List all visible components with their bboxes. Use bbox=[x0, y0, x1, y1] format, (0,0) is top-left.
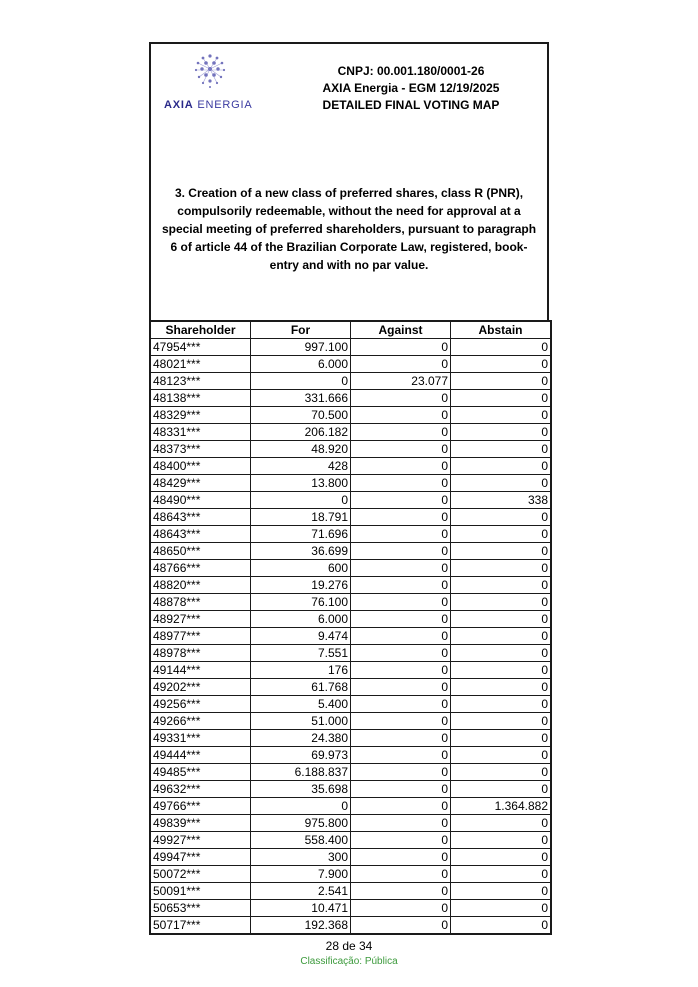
for-cell: 70.500 bbox=[251, 407, 351, 424]
table-row bbox=[150, 407, 551, 424]
shareholder-cell: 48927*** bbox=[150, 611, 251, 628]
logo-brand: AXIA bbox=[164, 99, 194, 111]
abstain-cell: 0 bbox=[451, 543, 552, 560]
abstain-cell: 0 bbox=[451, 577, 552, 594]
abstain-cell: 0 bbox=[451, 662, 552, 679]
abstain-cell: 0 bbox=[451, 339, 552, 356]
abstain-cell: 0 bbox=[451, 356, 552, 373]
table-row bbox=[150, 390, 551, 407]
table-row bbox=[150, 798, 551, 815]
shareholder-cell: 49947*** bbox=[150, 849, 251, 866]
column-header-abstain: Abstain bbox=[451, 321, 552, 339]
header-frame bbox=[149, 42, 549, 322]
for-cell: 600 bbox=[251, 560, 351, 577]
against-cell: 0 bbox=[351, 798, 451, 815]
abstain-cell: 0 bbox=[451, 441, 552, 458]
against-cell: 0 bbox=[351, 781, 451, 798]
shareholder-cell: 48329*** bbox=[150, 407, 251, 424]
shareholder-cell: 50653*** bbox=[150, 900, 251, 917]
shareholder-cell: 49202*** bbox=[150, 679, 251, 696]
for-cell: 36.699 bbox=[251, 543, 351, 560]
against-cell: 0 bbox=[351, 849, 451, 866]
table-row bbox=[150, 696, 551, 713]
for-cell: 0 bbox=[251, 492, 351, 509]
against-cell: 0 bbox=[351, 458, 451, 475]
shareholder-cell: 50717*** bbox=[150, 917, 251, 935]
against-cell: 0 bbox=[351, 509, 451, 526]
classification-label: Classificação: Pública bbox=[300, 956, 398, 967]
for-cell: 18.791 bbox=[251, 509, 351, 526]
table-row bbox=[150, 866, 551, 883]
page-number: 28 de 34 bbox=[325, 939, 373, 953]
shareholder-cell: 48021*** bbox=[150, 356, 251, 373]
shareholder-cell: 49839*** bbox=[150, 815, 251, 832]
abstain-cell: 0 bbox=[451, 883, 552, 900]
against-cell: 0 bbox=[351, 713, 451, 730]
against-cell: 0 bbox=[351, 747, 451, 764]
document-header bbox=[296, 63, 526, 114]
abstain-cell: 0 bbox=[451, 866, 552, 883]
for-cell: 176 bbox=[251, 662, 351, 679]
shareholder-cell: 48650*** bbox=[150, 543, 251, 560]
for-cell: 13.800 bbox=[251, 475, 351, 492]
for-cell: 5.400 bbox=[251, 696, 351, 713]
column-header-for: For bbox=[251, 321, 351, 339]
shareholder-cell: 49485*** bbox=[150, 764, 251, 781]
for-cell: 6.000 bbox=[251, 356, 351, 373]
table-row bbox=[150, 475, 551, 492]
globe-icon bbox=[191, 52, 229, 92]
against-cell: 0 bbox=[351, 577, 451, 594]
for-cell: 19.276 bbox=[251, 577, 351, 594]
for-cell: 51.000 bbox=[251, 713, 351, 730]
for-cell: 558.400 bbox=[251, 832, 351, 849]
abstain-cell: 0 bbox=[451, 696, 552, 713]
shareholder-cell: 49444*** bbox=[150, 747, 251, 764]
abstain-cell: 0 bbox=[451, 509, 552, 526]
for-cell: 71.696 bbox=[251, 526, 351, 543]
column-header-against: Against bbox=[351, 321, 451, 339]
table-row bbox=[150, 730, 551, 747]
against-cell: 0 bbox=[351, 883, 451, 900]
against-cell: 0 bbox=[351, 628, 451, 645]
shareholder-cell: 48400*** bbox=[150, 458, 251, 475]
table-row bbox=[150, 815, 551, 832]
for-cell: 206.182 bbox=[251, 424, 351, 441]
abstain-cell: 0 bbox=[451, 407, 552, 424]
against-cell: 23.077 bbox=[351, 373, 451, 390]
shareholder-cell: 48331*** bbox=[150, 424, 251, 441]
abstain-cell: 0 bbox=[451, 730, 552, 747]
shareholder-cell: 48373*** bbox=[150, 441, 251, 458]
table-header-row bbox=[150, 321, 551, 339]
abstain-cell: 0 bbox=[451, 526, 552, 543]
table-row bbox=[150, 560, 551, 577]
abstain-cell: 0 bbox=[451, 832, 552, 849]
shareholder-cell: 48429*** bbox=[150, 475, 251, 492]
for-cell: 192.368 bbox=[251, 917, 351, 935]
table-row bbox=[150, 492, 551, 509]
abstain-cell: 0 bbox=[451, 611, 552, 628]
against-cell: 0 bbox=[351, 560, 451, 577]
for-cell: 975.800 bbox=[251, 815, 351, 832]
table-row bbox=[150, 781, 551, 798]
abstain-cell: 0 bbox=[451, 764, 552, 781]
shareholder-cell: 49632*** bbox=[150, 781, 251, 798]
table-row bbox=[150, 611, 551, 628]
table-row bbox=[150, 543, 551, 560]
shareholder-cell: 49144*** bbox=[150, 662, 251, 679]
abstain-cell: 0 bbox=[451, 679, 552, 696]
shareholder-cell: 47954*** bbox=[150, 339, 251, 356]
against-cell: 0 bbox=[351, 526, 451, 543]
table-row bbox=[150, 645, 551, 662]
for-cell: 300 bbox=[251, 849, 351, 866]
for-cell: 6.188.837 bbox=[251, 764, 351, 781]
table-body bbox=[150, 339, 551, 935]
for-cell: 0 bbox=[251, 373, 351, 390]
table-row bbox=[150, 526, 551, 543]
against-cell: 0 bbox=[351, 611, 451, 628]
table-row bbox=[150, 832, 551, 849]
table-row bbox=[150, 713, 551, 730]
against-cell: 0 bbox=[351, 764, 451, 781]
table-row bbox=[150, 594, 551, 611]
against-cell: 0 bbox=[351, 543, 451, 560]
against-cell: 0 bbox=[351, 645, 451, 662]
table-row bbox=[150, 356, 551, 373]
table-row bbox=[150, 509, 551, 526]
shareholder-cell: 49331*** bbox=[150, 730, 251, 747]
abstain-cell: 0 bbox=[451, 781, 552, 798]
for-cell: 428 bbox=[251, 458, 351, 475]
shareholder-cell: 50072*** bbox=[150, 866, 251, 883]
against-cell: 0 bbox=[351, 696, 451, 713]
resolution-text: 3. Creation of a new class of preferred shares, class R (PNR), compulsorily redeemable, without the need for approval at a special meeting of preferred shareholders, pursuant to paragraph 6 of article 44 of the Brazilian Corporate Law, registered, book-entry and with no par value. bbox=[161, 186, 537, 272]
for-cell: 10.471 bbox=[251, 900, 351, 917]
shareholder-cell: 48766*** bbox=[150, 560, 251, 577]
for-cell: 76.100 bbox=[251, 594, 351, 611]
shareholder-cell: 48977*** bbox=[150, 628, 251, 645]
shareholder-cell: 48138*** bbox=[150, 390, 251, 407]
for-cell: 997.100 bbox=[251, 339, 351, 356]
shareholder-cell: 48820*** bbox=[150, 577, 251, 594]
for-cell: 331.666 bbox=[251, 390, 351, 407]
voting-table bbox=[149, 320, 552, 935]
for-cell: 9.474 bbox=[251, 628, 351, 645]
abstain-cell: 0 bbox=[451, 815, 552, 832]
shareholder-cell: 48978*** bbox=[150, 645, 251, 662]
abstain-cell: 0 bbox=[451, 747, 552, 764]
abstain-cell: 0 bbox=[451, 594, 552, 611]
shareholder-cell: 48643*** bbox=[150, 509, 251, 526]
against-cell: 0 bbox=[351, 390, 451, 407]
abstain-cell: 338 bbox=[451, 492, 552, 509]
shareholder-cell: 48878*** bbox=[150, 594, 251, 611]
table-row bbox=[150, 628, 551, 645]
against-cell: 0 bbox=[351, 900, 451, 917]
for-cell: 6.000 bbox=[251, 611, 351, 628]
abstain-cell: 1.364.882 bbox=[451, 798, 552, 815]
table-row bbox=[150, 679, 551, 696]
shareholder-cell: 49927*** bbox=[150, 832, 251, 849]
against-cell: 0 bbox=[351, 492, 451, 509]
against-cell: 0 bbox=[351, 679, 451, 696]
table-row bbox=[150, 424, 551, 441]
abstain-cell: 0 bbox=[451, 628, 552, 645]
abstain-cell: 0 bbox=[451, 917, 552, 935]
table-row bbox=[150, 764, 551, 781]
against-cell: 0 bbox=[351, 730, 451, 747]
shareholder-cell: 48123*** bbox=[150, 373, 251, 390]
abstain-cell: 0 bbox=[451, 390, 552, 407]
for-cell: 2.541 bbox=[251, 883, 351, 900]
abstain-cell: 0 bbox=[451, 475, 552, 492]
for-cell: 0 bbox=[251, 798, 351, 815]
document-title: DETAILED FINAL VOTING MAP bbox=[322, 98, 500, 112]
table-row bbox=[150, 339, 551, 356]
against-cell: 0 bbox=[351, 866, 451, 883]
abstain-cell: 0 bbox=[451, 849, 552, 866]
table-row bbox=[150, 577, 551, 594]
against-cell: 0 bbox=[351, 441, 451, 458]
logo-suffix: ENERGIA bbox=[197, 99, 253, 111]
table-row bbox=[150, 662, 551, 679]
abstain-cell: 0 bbox=[451, 900, 552, 917]
against-cell: 0 bbox=[351, 339, 451, 356]
shareholder-cell: 48643*** bbox=[150, 526, 251, 543]
table-row bbox=[150, 747, 551, 764]
abstain-cell: 0 bbox=[451, 560, 552, 577]
meeting-line: AXIA Energia - EGM 12/19/2025 bbox=[322, 81, 500, 95]
against-cell: 0 bbox=[351, 832, 451, 849]
against-cell: 0 bbox=[351, 475, 451, 492]
table-row bbox=[150, 441, 551, 458]
table-row bbox=[150, 458, 551, 475]
against-cell: 0 bbox=[351, 594, 451, 611]
shareholder-cell: 48490*** bbox=[150, 492, 251, 509]
table-row bbox=[150, 373, 551, 390]
against-cell: 0 bbox=[351, 356, 451, 373]
for-cell: 48.920 bbox=[251, 441, 351, 458]
cnpj-line: CNPJ: 00.001.180/0001-26 bbox=[337, 64, 485, 78]
against-cell: 0 bbox=[351, 407, 451, 424]
abstain-cell: 0 bbox=[451, 373, 552, 390]
shareholder-cell: 49266*** bbox=[150, 713, 251, 730]
company-logo bbox=[161, 52, 257, 112]
abstain-cell: 0 bbox=[451, 458, 552, 475]
for-cell: 69.973 bbox=[251, 747, 351, 764]
column-header-shareholder: Shareholder bbox=[150, 321, 251, 339]
against-cell: 0 bbox=[351, 662, 451, 679]
for-cell: 7.900 bbox=[251, 866, 351, 883]
for-cell: 61.768 bbox=[251, 679, 351, 696]
shareholder-cell: 50091*** bbox=[150, 883, 251, 900]
table-row bbox=[150, 900, 551, 917]
for-cell: 24.380 bbox=[251, 730, 351, 747]
against-cell: 0 bbox=[351, 815, 451, 832]
for-cell: 7.551 bbox=[251, 645, 351, 662]
logo-wordmark bbox=[164, 99, 252, 111]
abstain-cell: 0 bbox=[451, 645, 552, 662]
table-row bbox=[150, 849, 551, 866]
shareholder-cell: 49766*** bbox=[150, 798, 251, 815]
against-cell: 0 bbox=[351, 917, 451, 935]
abstain-cell: 0 bbox=[451, 713, 552, 730]
for-cell: 35.698 bbox=[251, 781, 351, 798]
abstain-cell: 0 bbox=[451, 424, 552, 441]
against-cell: 0 bbox=[351, 424, 451, 441]
table-row bbox=[150, 883, 551, 900]
shareholder-cell: 49256*** bbox=[150, 696, 251, 713]
table-row bbox=[150, 917, 551, 935]
